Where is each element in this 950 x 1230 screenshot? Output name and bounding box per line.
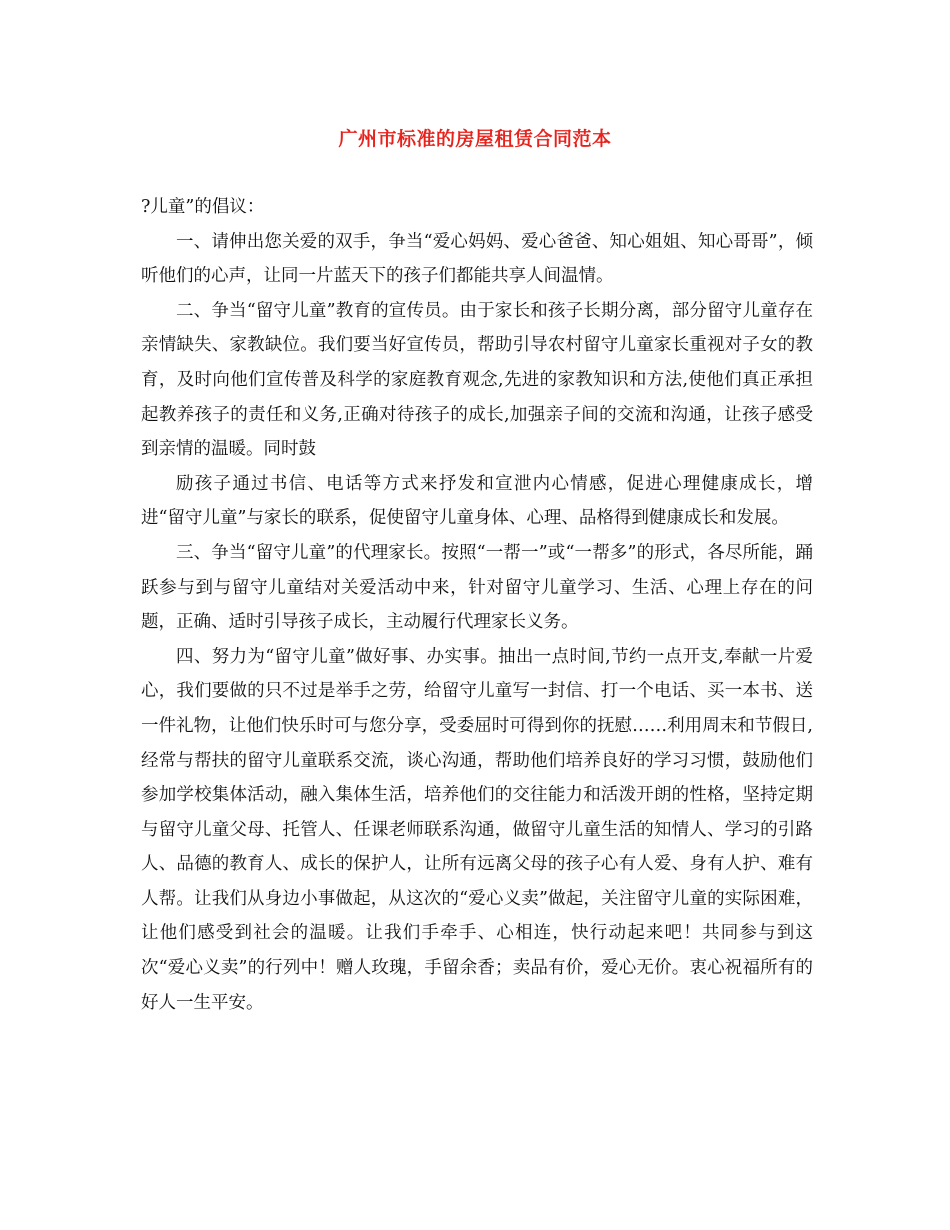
document-body: [141, 190, 813, 1020]
paragraph-1: 一、请伸出您关爱的双手，争当“爱心妈妈、爱心爸爸、知心姐姐、知心哥哥”，倾听他们的心声，让同一片蓝天下的孩子们都能共享人间温情。: [141, 231, 813, 287]
paragraph-intro: ?儿童”的倡议：: [141, 197, 265, 217]
paragraph-2-continued: 励孩子通过书信、电话等方式来抒发和宣泄内心情感，促进心理健康成长，增进“留守儿童”与家长的联系，促使留守儿童身体、心理、品格得到健康成长和发展。: [141, 473, 813, 529]
paragraph-4: 四、努力为“留守儿童”做好事、办实事。抽出一点时间,节约一点开支,奉献一片爱心，我们要做的只不过是举手之劳，给留守儿童写一封信、打一个电话、买一本书、送一件礼物，让他们快乐时可与您分享，受委屈时可得到你的抚慰……利用周末和节假日,经常与帮扶的留守儿童联系交流，谈心沟通，帮助他们培养良好的学习习惯，鼓励他们参加学校集体活动，融入集体生活，培养他们的交往能力和活泼开朗的性格，坚持定期与留守儿童父母、托管人、任课老师联系沟通，做留守儿童生活的知情人、学习的引路人、品德的教育人、成长的保护人，让所有远离父母的孩子心有人爱、身有人护、难有人帮。让我们从身边小事做起，从这次的“爱心义卖”做起，关注留守儿童的实际困难，让他们感受到社会的温暖。让我们手牵手、心相连，快行动起来吧！共同参与到这次“爱心义卖”的行列中！赠人玫瑰，手留余香；卖品有价，爱心无价。衷心祝福所有的好人一生平安。: [141, 646, 813, 1013]
document-title: 广州市标准的房屋租赁合同范本: [338, 128, 612, 150]
paragraph-3: 三、争当“留守儿童”的代理家长。按照“一帮一”或“一帮多”的形式，各尽所能，踊跃参与到与留守儿童结对关爱活动中来，针对留守儿童学习、生活、心理上存在的问题，正确、适时引导孩子成长，主动履行代理家长义务。: [141, 542, 813, 633]
paragraph-2: 二、争当“留守儿童”教育的宣传员。由于家长和孩子长期分离，部分留守儿童存在亲情缺失、家教缺位。我们要当好宣传员，帮助引导农村留守儿童家长重视对子女的教育，及时向他们宣传普及科学的家庭教育观念,先进的家教知识和方法,使他们真正承担起教养孩子的责任和义务,正确对待孩子的成长,加强亲子间的交流和沟通，让孩子感受到亲情的温暖。同时鼓: [141, 300, 813, 460]
